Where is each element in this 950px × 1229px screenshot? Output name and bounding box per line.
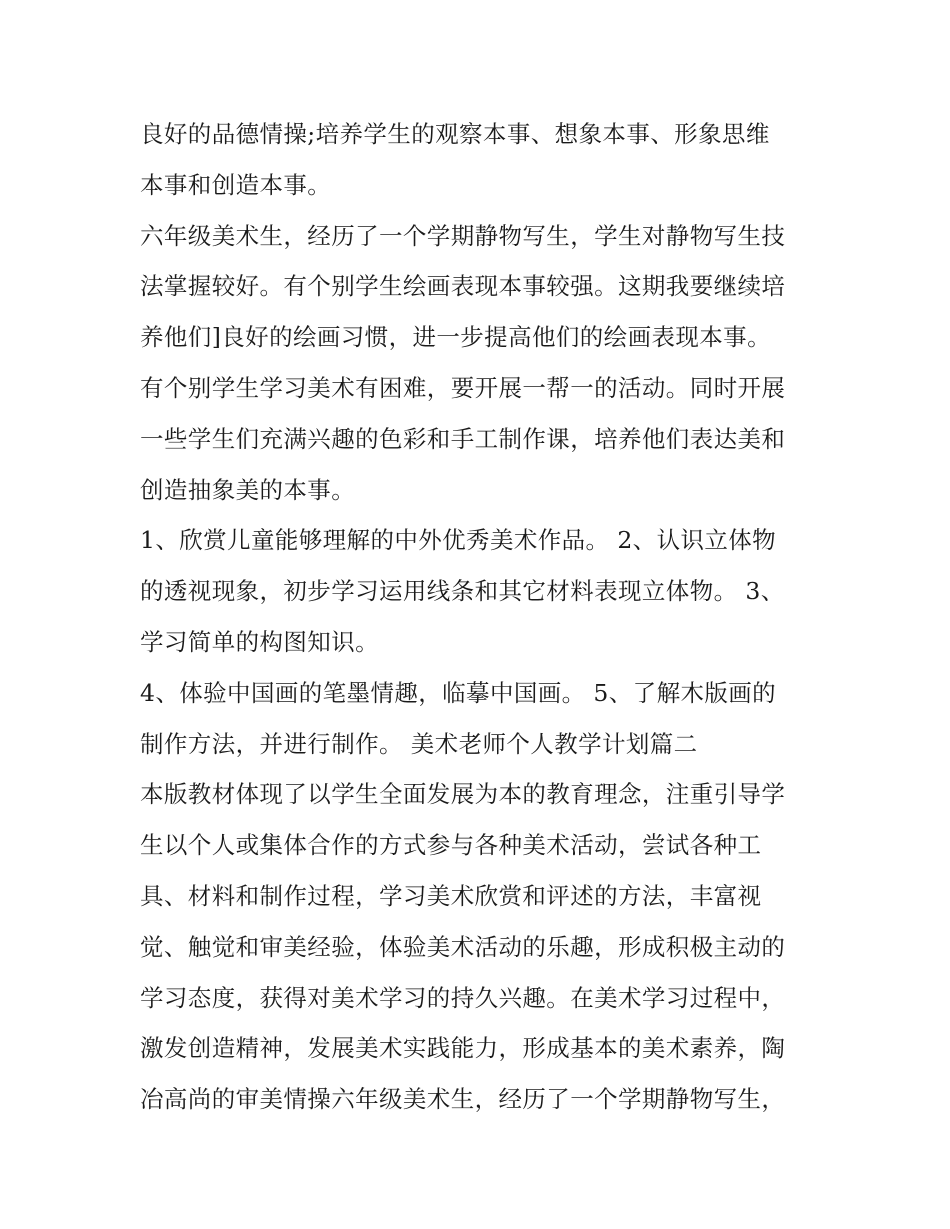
text-line: 学习态度，获得对美术学习的持久兴趣。在美术学习过程中，: [140, 983, 786, 1012]
text-line: 具、材料和制作过程，学习美术欣赏和评述的方法，丰富视: [140, 881, 762, 910]
text-line: 冶高尚的审美情操六年级美术生，经历了一个学期静物写生，: [140, 1085, 786, 1114]
text-line: 养他们]良好的绘画习惯，进一步提高他们的绘画表现本事。: [140, 323, 771, 352]
text-line: 4、体验中国画的笔墨情趣，临摹中国画。 5、了解木版画的: [140, 678, 777, 707]
text-line: 良好的品德情操;培养学生的观察本事、想象本事、形象思维: [140, 120, 770, 148]
text-line: 创造抽象美的本事。: [140, 475, 356, 504]
text-line: 觉、触觉和审美经验，体验美术活动的乐趣，形成积极主动的: [140, 932, 786, 961]
text-line: 1、欣赏儿童能够理解的中外优秀美术作品。 2、认识立体物: [140, 526, 777, 555]
document-body: [140, 109, 820, 1125]
text-line: 学习简单的构图知识。: [140, 627, 379, 656]
text-line: 有个别学生学习美术有困难，要开展一帮一的活动。同时开展: [140, 373, 786, 402]
text-line: 一些学生们充满兴趣的色彩和手工制作课，培养他们表达美和: [140, 424, 786, 453]
text-line: 本版教材体现了以学生全面发展为本的教育理念，注重引导学: [140, 780, 786, 809]
text-line: 六年级美术生，经历了一个学期静物写生，学生对静物写生技: [140, 221, 786, 250]
text-line: 制作方法，并进行制作。 美术老师个人教学计划篇二: [140, 729, 698, 758]
text-line: 本事和创造本事。: [140, 170, 332, 199]
text-line: 激发创造精神，发展美术实践能力，形成基本的美术素养，陶: [140, 1034, 786, 1063]
text-line: 生以个人或集体合作的方式参与各种美术活动，尝试各种工: [140, 831, 762, 860]
text-line: 的透视现象，初步学习运用线条和其它材料表现立体物。 3、: [140, 577, 785, 606]
text-line: 法掌握较好。有个别学生绘画表现本事较强。这期我要继续培: [140, 272, 786, 301]
